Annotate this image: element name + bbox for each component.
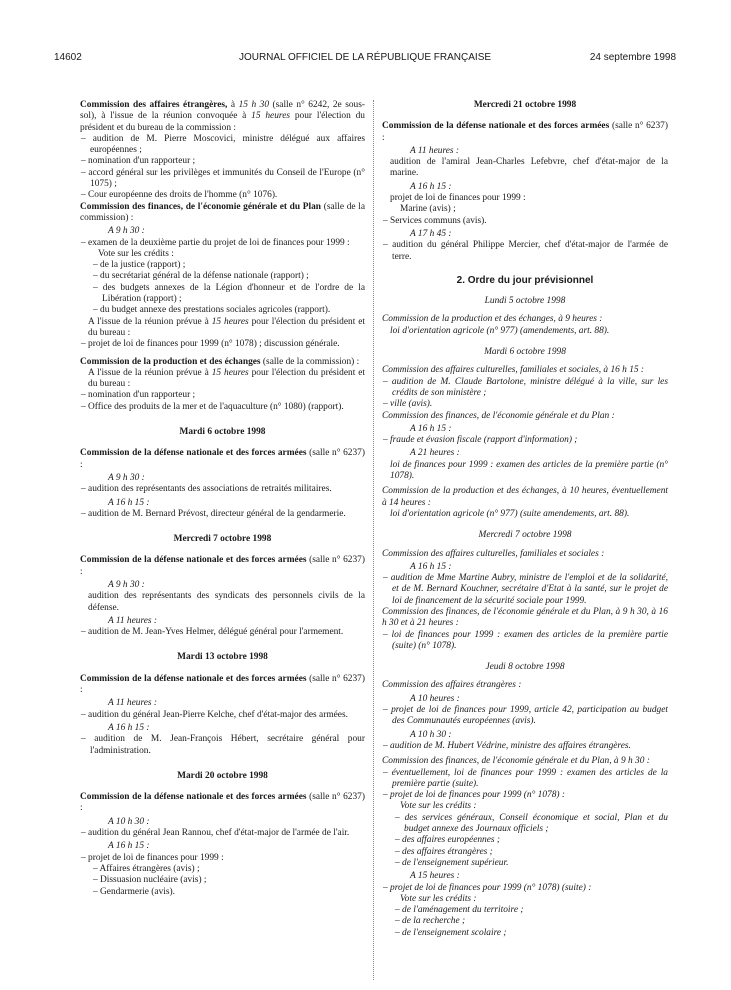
list-item: – accord général sur les privilèges et immunités du Conseil de l'Europe (n° 1075) ; bbox=[81, 167, 365, 190]
left-column bbox=[80, 100, 365, 898]
list-item: – audition des représentants des associations de retraités militaires. bbox=[81, 484, 332, 495]
agenda-entry: Commission des affaires culturelles, familiales et sociales : bbox=[382, 548, 605, 559]
list-item: – projet de loi de finances pour 1999 (n° 1078) : bbox=[383, 790, 566, 801]
list-item: – de la recherche ; bbox=[395, 916, 466, 927]
journal-title: JOURNAL OFFICIEL DE LA RÉPUBLIQUE FRANÇAISE bbox=[238, 52, 492, 63]
time-label: A 16 h 15 : bbox=[108, 497, 150, 508]
commission-name: Commission de la production et des échanges bbox=[80, 356, 261, 367]
time-label: A 17 h 45 : bbox=[410, 228, 452, 239]
agenda-entry: Commission de la défense nationale et des forces armées (salle n° 6237) : bbox=[80, 792, 365, 814]
agenda-entry: Commission de la défense nationale et des forces armées (salle n° 6237) : bbox=[80, 448, 365, 470]
agenda-entry: Commission de la défense nationale et des forces armées (salle n° 6237) : bbox=[80, 673, 365, 696]
list-item: – audition de M. Jean-Yves Helmer, délégué général pour l'armement. bbox=[81, 627, 344, 638]
list-item: – audition de Mme Martine Aubry, ministre de l'emploi et de la solidarité, et de M. Bernard Kouchner, secrétaire d'Etat à la santé, sur le projet de loi de financement de la sécurité sociale pour 1999. bbox=[383, 573, 668, 606]
agenda-entry: Commission des affaires étrangères : bbox=[382, 680, 522, 691]
list-item: – loi de finances pour 1999 : examen des articles de la première partie (suite) (n° 1078). bbox=[383, 629, 668, 651]
list-item: – audition du général Philippe Mercier, chef d'état-major de l'armée de terre. bbox=[383, 240, 668, 262]
list-item: – audition de M. Bernard Prévost, directeur général de la gendarmerie. bbox=[81, 508, 346, 519]
day-heading: Lundi 5 octobre 1998 bbox=[484, 296, 566, 307]
day-heading: Mercredi 7 octobre 1998 bbox=[478, 530, 572, 541]
list-item: loi d'orientation agricole (n° 977) (suite amendements, art. 88). bbox=[390, 508, 630, 519]
day-heading: Mercredi 21 octobre 1998 bbox=[473, 100, 577, 110]
list-item: audition de l'amiral Jean-Charles Lefebvre, chef d'état-major de la marine. bbox=[390, 157, 668, 179]
day-heading: Mardi 13 octobre 1998 bbox=[177, 652, 268, 663]
list-item: – projet de loi de finances pour 1999, article 42, participation au budget des Communautés européennes (avis). bbox=[383, 705, 668, 727]
time-label: A 11 heures : bbox=[108, 698, 158, 709]
list-item: – ville (avis). bbox=[383, 399, 433, 410]
vote-label: Vote sur les crédits : bbox=[400, 893, 477, 904]
list-item: – de la justice (rapport) ; bbox=[93, 260, 186, 271]
commission-name: Commission de la défense nationale et des forces armées bbox=[80, 448, 307, 459]
time-label: A 11 heures : bbox=[410, 145, 460, 156]
day-heading: Mardi 6 octobre 1998 bbox=[484, 347, 566, 358]
list-item: – Services communs (avis). bbox=[383, 215, 487, 226]
commission-name: Commission des finances, de l'économie générale et du Plan bbox=[80, 201, 322, 212]
list-item: – nomination d'un rapporteur ; bbox=[81, 390, 196, 401]
list-item: – examen de la deuxième partie du projet de loi de finances pour 1999 : bbox=[81, 237, 350, 248]
agenda-entry: Commission de la production et des échanges (salle de la commission) : bbox=[80, 356, 360, 367]
day-heading: Jeudi 8 octobre 1998 bbox=[485, 662, 565, 673]
list-item: – des affaires étrangères ; bbox=[395, 846, 493, 857]
list-item: – audition de M. Jean-François Hébert, secrétaire général pour l'administration. bbox=[81, 734, 365, 756]
time-label: A 21 heures : bbox=[410, 448, 460, 459]
time-label: A 9 h 30 : bbox=[108, 226, 145, 237]
agenda-entry: Commission des finances, de l'économie générale et du Plan (salle de la commission) : bbox=[80, 201, 365, 223]
agenda-entry: Commission de la production et des échanges, à 10 heures, éventuellement à 14 heures : bbox=[382, 486, 668, 508]
commission-name: Commission de la défense nationale et des forces armées bbox=[80, 673, 307, 684]
list-item: – projet de loi de finances pour 1999 (n° 1078) (suite) : bbox=[383, 882, 592, 893]
list-item: – audition du général Jean-Pierre Kelche, chef d'état-major des armées. bbox=[81, 709, 348, 720]
day-heading: Mardi 6 octobre 1998 bbox=[179, 427, 266, 438]
list-item: audition des représentants des syndicats des personnels civils de la défense. bbox=[88, 591, 365, 613]
time-label: A 16 h 15 : bbox=[410, 423, 452, 434]
time-label: A 11 heures : bbox=[108, 615, 158, 626]
time-label: A 16 h 15 : bbox=[108, 722, 150, 733]
right-column bbox=[382, 100, 668, 939]
list-item: – fraude et évasion fiscale (rapport d'information) ; bbox=[383, 435, 578, 446]
list-item: – des affaires européennes ; bbox=[395, 835, 501, 846]
list-item: – Affaires étrangères (avis) ; bbox=[93, 863, 200, 874]
list-item: Marine (avis) ; bbox=[400, 204, 456, 215]
agenda-entry: Commission des finances, de l'économie générale et du Plan, à 9 h 30 : bbox=[382, 756, 650, 767]
agenda-entry: Commission de la défense nationale et des forces armées (salle n° 6237) : bbox=[382, 121, 668, 143]
time-label: A 9 h 30 : bbox=[108, 472, 145, 483]
commission-name: Commission des affaires étrangères, bbox=[80, 100, 228, 110]
time-label: A 16 h 15 : bbox=[410, 561, 452, 572]
time-label: A 16 h 15 : bbox=[410, 181, 452, 192]
list-item: – Gendarmerie (avis). bbox=[93, 886, 175, 897]
commission-name: Commission de la défense nationale et des forces armées bbox=[80, 792, 307, 803]
list-item: – Office des produits de la mer et de l'aquaculture (n° 1080) (rapport). bbox=[81, 401, 344, 412]
list-item: – éventuellement, loi de finances pour 1999 : examen des articles de la première partie (suite). bbox=[383, 767, 668, 789]
vote-label: Vote sur les crédits : bbox=[98, 248, 174, 259]
page-header bbox=[54, 52, 676, 66]
agenda-entry: Commission des finances, de l'économie générale et du Plan : bbox=[382, 410, 615, 421]
list-item: – audition de M. Pierre Moscovici, ministre délégué aux affaires européennes ; bbox=[81, 133, 365, 156]
list-item: – Cour européenne des droits de l'homme (n° 1076). bbox=[81, 190, 278, 201]
time-label: A 16 h 15 : bbox=[108, 841, 150, 852]
agenda-entry: Commission de la défense nationale et des forces armées (salle n° 6237) : bbox=[80, 555, 365, 577]
time-label: A 9 h 30 : bbox=[108, 579, 145, 590]
vote-label: Vote sur les crédits : bbox=[400, 801, 477, 812]
section-title: 2. Ordre du jour prévisionnel bbox=[456, 274, 594, 286]
list-item: – projet de loi de finances pour 1999 (n° 1078) ; discussion générale. bbox=[81, 339, 340, 350]
page-number: 14602 bbox=[54, 52, 82, 63]
list-item: – projet de loi de finances pour 1999 : bbox=[81, 852, 224, 863]
commission-name: Commission de la défense nationale et des forces armées bbox=[382, 121, 610, 132]
list-item: – audition du général Jean Rannou, chef d'état-major de l'armée de l'air. bbox=[81, 828, 350, 839]
list-item: – Dissuasion nucléaire (avis) ; bbox=[93, 875, 207, 886]
list-item: – des services généraux, Conseil économique et social, Plan et du budget annexe des Journaux officiels ; bbox=[395, 812, 668, 835]
agenda-text: A l'issue de la réunion prévue à 15 heures pour l'élection du président et du bureau : bbox=[88, 316, 365, 338]
commission-name: Commission de la défense nationale et des forces armées bbox=[80, 555, 307, 566]
time-label: A 15 heures : bbox=[410, 871, 460, 882]
day-heading: Mardi 20 octobre 1998 bbox=[177, 770, 268, 781]
agenda-entry: Commission des finances, de l'économie générale et du Plan, à 9 h 30, à 16 h 30 et à 21 heures : bbox=[382, 606, 668, 629]
time-label: A 10 h 30 : bbox=[108, 816, 150, 827]
list-item: – de l'aménagement du territoire ; bbox=[395, 905, 524, 916]
publication-date: 24 septembre 1998 bbox=[589, 52, 676, 63]
agenda-text: A l'issue de la réunion prévue à 15 heures pour l'élection du président et du bureau : bbox=[88, 367, 365, 390]
agenda-entry: Commission de la production et des échanges, à 9 heures : bbox=[382, 314, 603, 325]
list-item: – audition de M. Hubert Védrine, ministre des affaires étrangères. bbox=[383, 740, 631, 751]
list-item: loi d'orientation agricole (n° 977) (amendements, art. 88). bbox=[390, 325, 610, 336]
agenda-entry: Commission des affaires culturelles, familiales et sociales, à 16 h 15 : bbox=[382, 365, 645, 376]
time-label: A 10 h 30 : bbox=[410, 729, 452, 740]
list-item: loi de finances pour 1999 : examen des articles de la première partie (n° 1078). bbox=[390, 459, 668, 482]
day-heading: Mercredi 7 octobre 1998 bbox=[173, 534, 272, 545]
list-item: projet de loi de finances pour 1999 : bbox=[390, 193, 526, 204]
list-item: – de l'enseignement scolaire ; bbox=[395, 927, 507, 938]
list-item: – du secrétariat général de la défense nationale (rapport) ; bbox=[93, 271, 309, 282]
column-divider bbox=[373, 100, 374, 980]
time-label: A 10 heures : bbox=[410, 693, 460, 704]
agenda-entry: Commission des affaires étrangères, à 15 h 30 (salle n° 6242, 2e sous-sol), à l'issue de la réunion convoquée à 15 heures pour l'élection du président et du bureau de la commission : bbox=[80, 100, 366, 133]
list-item: – des budgets annexes de la Légion d'honneur et de l'ordre de la Libération (rapport) ; bbox=[93, 282, 365, 305]
list-item: – nomination d'un rapporteur ; bbox=[81, 156, 196, 167]
list-item: – de l'enseignement supérieur. bbox=[395, 857, 509, 868]
list-item: – audition de M. Claude Bartolone, ministre délégué à la ville, sur les crédits de son ministère ; bbox=[383, 376, 668, 398]
list-item: – du budget annexe des prestations sociales agricoles (rapport). bbox=[93, 305, 331, 316]
